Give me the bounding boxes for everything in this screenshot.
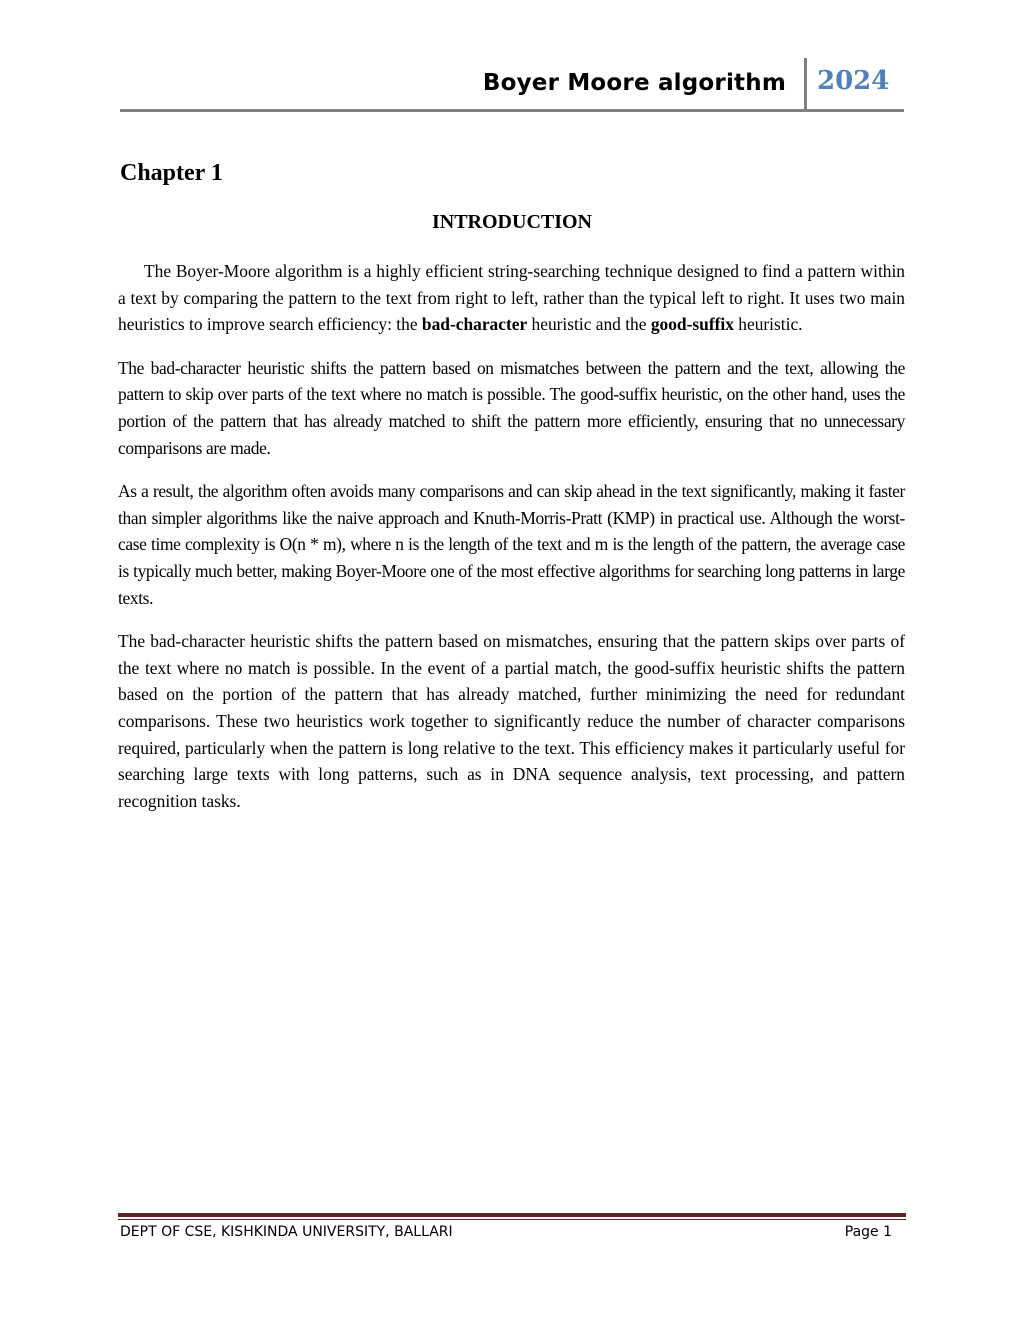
- paragraph-1-text-b: heuristic and the: [527, 314, 651, 335]
- body-text: [118, 258, 905, 831]
- paragraph-4: The bad-character heuristic shifts the pattern based on mismatches, ensuring that the pattern skips over parts of the text where no match is possible. In the event of a partial match, the good-suffix heuristic shifts the pattern based on the portion of the pattern that has already matched, further minimizing the need for redundant comparisons. These two heuristics work together to significantly reduce the number of character comparisons required, particularly when the pattern is long relative to the text. This efficiency makes it particularly useful for searching large texts with long patterns, such as in DNA sequence analysis, text processing, and pattern recognition tasks.: [118, 631, 905, 811]
- header-rule: [120, 109, 904, 112]
- paragraph-3: As a result, the algorithm often avoids many comparisons and can skip ahead in the text significantly, making it faster than simpler algorithms like the naive approach and Knuth-Morris-Pratt (KMP) in practical use. Although the worst-case time complexity is O(n * m), where n is the length of the text and m is the length of the pattern, the average case is typically much better, making Boyer-Moore one of the most effective algorithms for searching long patterns in large texts.: [118, 481, 905, 608]
- header-divider: [804, 58, 807, 110]
- section-heading: INTRODUCTION: [431, 211, 593, 233]
- footer-department: DEPT OF CSE, KISHKINDA UNIVERSITY, BALLARI: [120, 1224, 453, 1240]
- footer-rule-thin: [118, 1219, 906, 1220]
- footer-page-number: Page 1: [844, 1224, 892, 1240]
- header-year: 2024: [817, 66, 890, 96]
- footer-rule-thick: [118, 1213, 906, 1217]
- paragraph-1-bold-bad-character: bad-character: [421, 314, 528, 335]
- page-header: [120, 58, 904, 110]
- paragraph-1-text-a: The Boyer-Moore algorithm is a highly efficient string-searching technique designed to find a pattern within a text by comparing the pattern to the text from right to left, rather than the typical left to right. It uses two main heuristics to improve search efficiency: the: [118, 261, 905, 335]
- header-title: Boyer Moore algorithm: [482, 70, 786, 96]
- paragraph-1: [118, 258, 905, 338]
- paragraph-2: The bad-character heuristic shifts the pattern based on mismatches between the pattern and the text, allowing the pattern to skip over parts of the text where no match is possible. The good-suffix heuristic, on the other hand, uses the portion of the pattern that has already matched to shift the pattern more efficiently, ensuring that no unnecessary comparisons are made.: [118, 357, 905, 458]
- chapter-label: Chapter 1: [120, 160, 223, 186]
- paragraph-1-bold-good-suffix: good-suffix: [650, 314, 734, 335]
- paragraph-1-text-c: heuristic.: [733, 314, 803, 335]
